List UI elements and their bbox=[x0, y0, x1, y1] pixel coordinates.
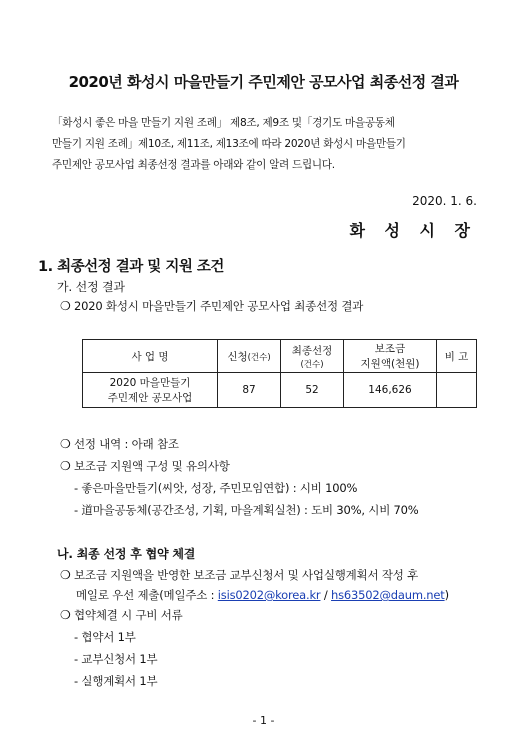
bullet-required-docs bbox=[60, 607, 183, 623]
circle-bullet-icon: ❍ bbox=[60, 299, 71, 313]
email-suffix: ) bbox=[444, 588, 449, 602]
header-application-unit: (건수) bbox=[247, 352, 271, 363]
doc-item-plan: - 실행계획서 1부 bbox=[74, 674, 158, 688]
section-1-heading: 1. 최종선정 결과 및 지원 조건 bbox=[38, 259, 224, 275]
bullet-subsidy-notes bbox=[60, 458, 230, 474]
email-separator: / bbox=[320, 588, 332, 602]
cell-project-name bbox=[83, 373, 218, 408]
header-subsidy-amount bbox=[344, 340, 437, 373]
email-link-1[interactable]: isis0202@korea.kr bbox=[217, 588, 321, 602]
doc-item-agreement: - 협약서 1부 bbox=[74, 630, 136, 644]
header-project-name: 사 업 명 bbox=[83, 340, 218, 373]
header-note: 비 고 bbox=[437, 340, 477, 373]
intro-line-2: 만들기 지원 조례」제10조, 제11조, 제13조에 따라 2020년 화성시 마을만들기 bbox=[52, 138, 406, 150]
header-final-unit: (건수) bbox=[300, 359, 324, 370]
circle-bullet-icon: ❍ bbox=[60, 459, 71, 473]
circle-bullet-icon: ❍ bbox=[60, 568, 71, 582]
bullet-text: 선정 내역 : 아래 참조 bbox=[74, 437, 179, 451]
cell-application-count: 87 bbox=[218, 373, 281, 408]
table-header-row bbox=[83, 340, 477, 373]
page-number: - 1 - bbox=[252, 714, 275, 727]
bullet-text: 보조금 지원액 구성 및 유의사항 bbox=[74, 459, 230, 473]
header-final-count bbox=[281, 340, 344, 373]
header-subsidy-sub-label: 지원액 bbox=[360, 358, 391, 370]
circle-bullet-icon: ❍ bbox=[60, 437, 71, 451]
header-subsidy-unit: (천원) bbox=[390, 358, 420, 370]
subsection-b-heading: 나. 최종 선정 후 협약 체결 bbox=[57, 547, 196, 561]
bullet-submit-docs bbox=[60, 567, 418, 583]
subsection-a-heading: 가. 선정 결과 bbox=[57, 280, 125, 294]
intro-line-1: 「화성시 좋은 마을 만들기 지원 조례」 제8조, 제9조 및「경기도 마을공동체 bbox=[52, 117, 395, 129]
submit-email-line bbox=[76, 587, 449, 603]
cell-project-name-line-1: 2020 마을만들기 bbox=[109, 377, 191, 389]
bullet-selection-detail bbox=[60, 436, 179, 452]
signer-title: 화 성 시 장 bbox=[349, 221, 477, 240]
bullet-text: 보조금 지원액을 반영한 보조금 교부신청서 및 사업실행계획서 작성 후 bbox=[74, 568, 419, 582]
subsidy-item-2: - 道마을공동체(공간조성, 기획, 마을계획실천) : 도비 30%, 시비 70% bbox=[74, 503, 419, 517]
cell-final-count: 52 bbox=[281, 373, 344, 408]
bullet-result-intro bbox=[60, 298, 363, 314]
result-table bbox=[82, 339, 477, 408]
cell-subsidy-amount: 146,626 bbox=[344, 373, 437, 408]
intro-line-3: 주민제안 공모사업 최종선정 결과를 아래와 같이 알려 드립니다. bbox=[52, 159, 335, 171]
bullet-text: 2020 화성시 마을만들기 주민제안 공모사업 최종선정 결과 bbox=[74, 299, 364, 313]
header-application-count bbox=[218, 340, 281, 373]
table-row bbox=[83, 373, 477, 408]
document-date: 2020. 1. 6. bbox=[412, 194, 477, 208]
header-subsidy-sub bbox=[346, 356, 434, 371]
header-subsidy-label: 보조금 bbox=[374, 343, 406, 355]
bullet-text: 협약체결 시 구비 서류 bbox=[74, 608, 183, 622]
document-title: 2020년 화성시 마을만들기 주민제안 공모사업 최종선정 결과 bbox=[68, 73, 459, 91]
doc-item-application: - 교부신청서 1부 bbox=[74, 652, 158, 666]
email-link-2[interactable]: hs63502@daum.net bbox=[331, 588, 445, 602]
cell-project-name-line-2: 주민제안 공모사업 bbox=[107, 392, 193, 404]
email-prefix: 메일로 우선 제출(메일주소 : bbox=[76, 588, 218, 602]
header-application-label: 신청 bbox=[227, 350, 248, 363]
cell-note bbox=[437, 373, 477, 408]
header-final-label: 최종선정 bbox=[291, 344, 333, 357]
circle-bullet-icon: ❍ bbox=[60, 608, 71, 622]
subsidy-item-1: - 좋은마을만들기(씨앗, 성장, 주민모임연합) : 시비 100% bbox=[74, 481, 358, 495]
